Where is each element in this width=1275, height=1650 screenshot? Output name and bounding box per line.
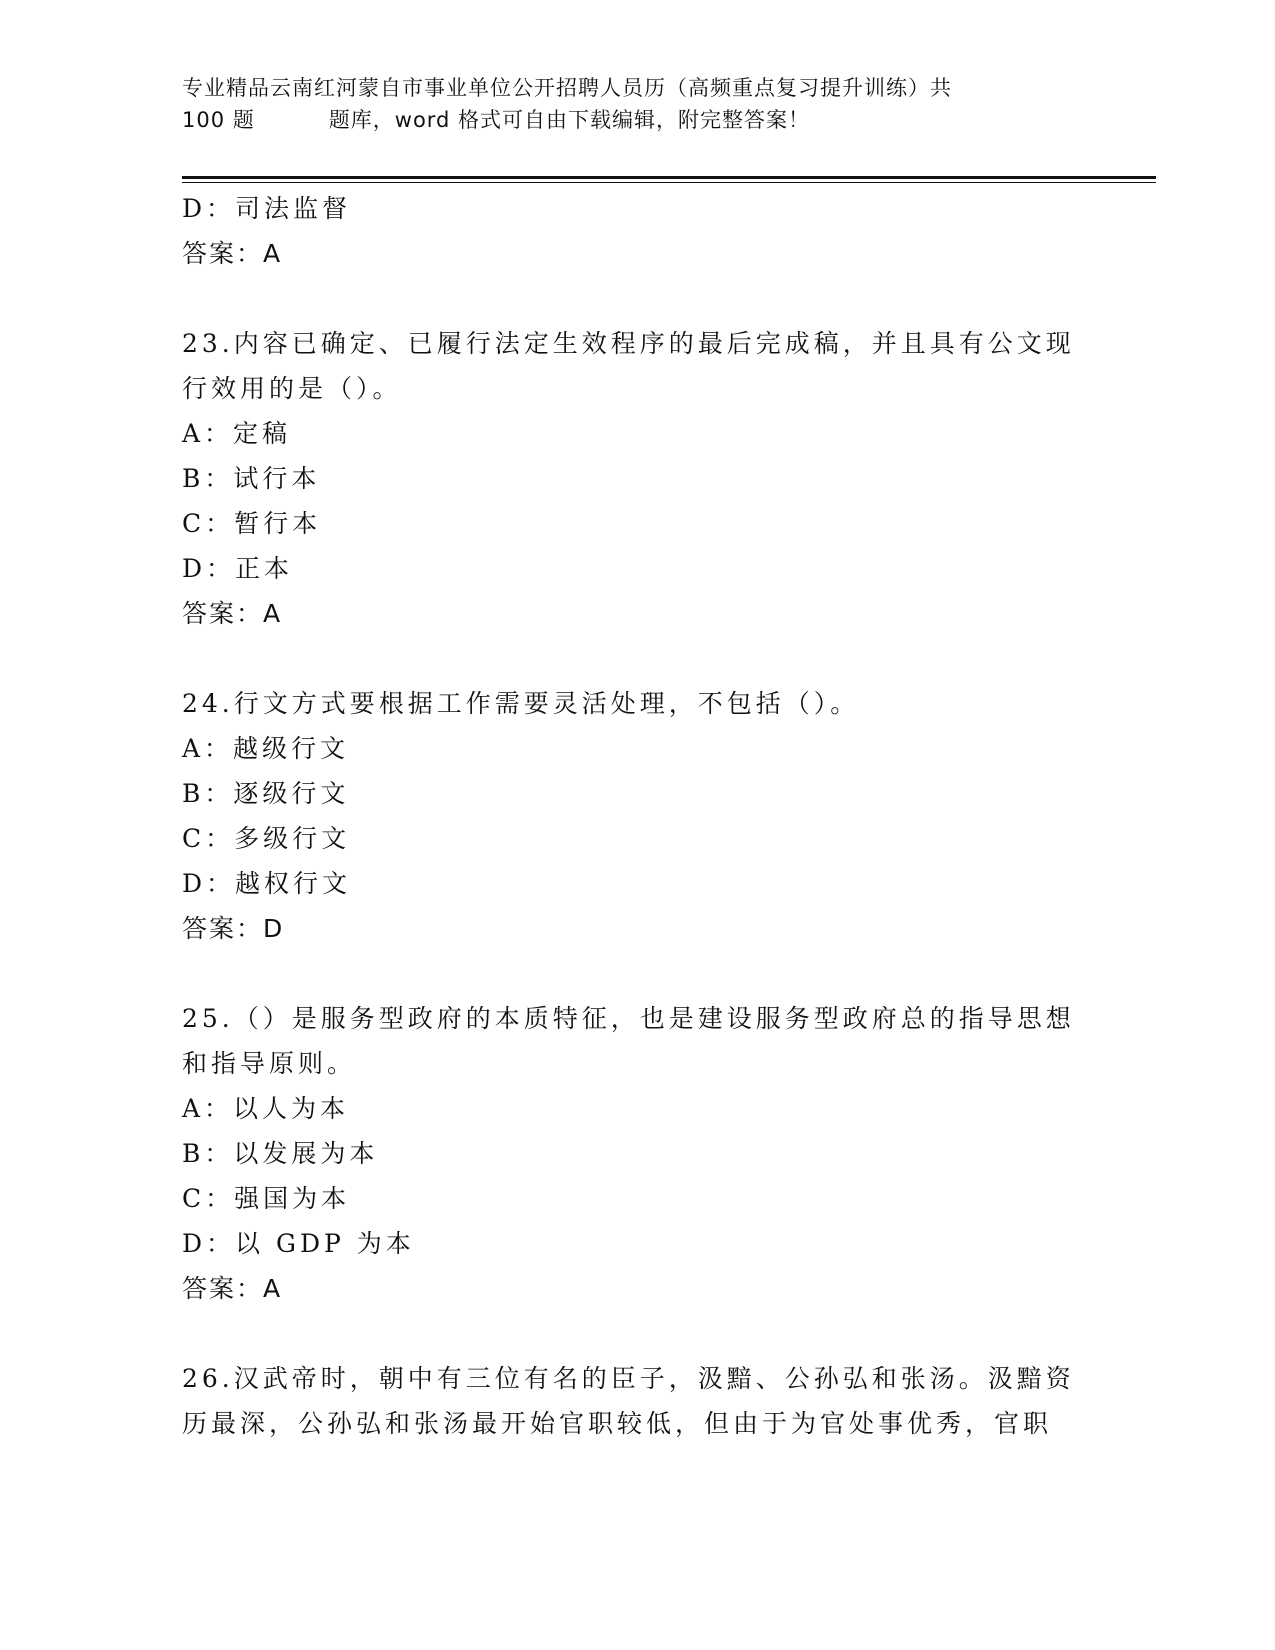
- header-line-1: 专业精品云南红河蒙自市事业单位公开招聘人员历（高频重点复习提升训练）共: [182, 76, 952, 100]
- question-text: 24.行文方式要根据工作需要灵活处理，不包括（）。: [182, 689, 860, 718]
- question-text: 23.内容已确定、已履行法定生效程序的最后完成稿，并且具有公文现: [182, 329, 1075, 358]
- option-b: B：以发展为本: [182, 1139, 379, 1168]
- answer: 答案：D: [182, 914, 285, 943]
- question-text-cont: 行效用的是（）。: [182, 374, 402, 403]
- question-23: [182, 321, 1082, 636]
- answer: 答案：A: [182, 599, 283, 628]
- option-d: D：司法监督: [182, 194, 352, 223]
- question-text: 26.汉武帝时，朝中有三位有名的臣子，汲黯、公孙弘和张汤。汲黯资: [182, 1364, 1075, 1393]
- question-text: 25.（）是服务型政府的本质特征，也是建设服务型政府总的指导思想: [182, 1004, 1075, 1033]
- option-c: C：多级行文: [182, 824, 351, 853]
- answer: 答案：A: [182, 239, 283, 268]
- option-d: D：以 GDP 为本: [182, 1229, 415, 1258]
- option-b: B：试行本: [182, 464, 321, 493]
- header-divider-thick: [182, 176, 1156, 179]
- option-c: C：暂行本: [182, 509, 322, 538]
- question-26: [182, 1356, 1082, 1446]
- question-24: [182, 681, 1082, 951]
- document-body: [182, 186, 1082, 1446]
- question-25: [182, 996, 1082, 1311]
- option-a: A：越级行文: [182, 734, 350, 763]
- document-header: [182, 72, 1082, 136]
- option-d: D：越权行文: [182, 869, 352, 898]
- header-question-count: 100 题: [182, 108, 255, 132]
- option-b: B：逐级行文: [182, 779, 350, 808]
- question-22-tail: [182, 186, 1082, 276]
- header-line-2: [182, 104, 1082, 136]
- option-c: C：强国为本: [182, 1184, 351, 1213]
- header-divider-thin: [182, 182, 1156, 183]
- question-text-cont: 和指导原则。: [182, 1049, 357, 1078]
- answer: 答案：A: [182, 1274, 283, 1303]
- question-text-cont: 历最深，公孙弘和张汤最开始官职较低，但由于为官处事优秀，官职: [182, 1409, 1053, 1438]
- option-a: A：以人为本: [182, 1094, 350, 1123]
- option-a: A：定稿: [182, 419, 292, 448]
- header-description: 题库，word 格式可自由下载编辑，附完整答案！: [328, 108, 811, 132]
- option-d: D：正本: [182, 554, 294, 583]
